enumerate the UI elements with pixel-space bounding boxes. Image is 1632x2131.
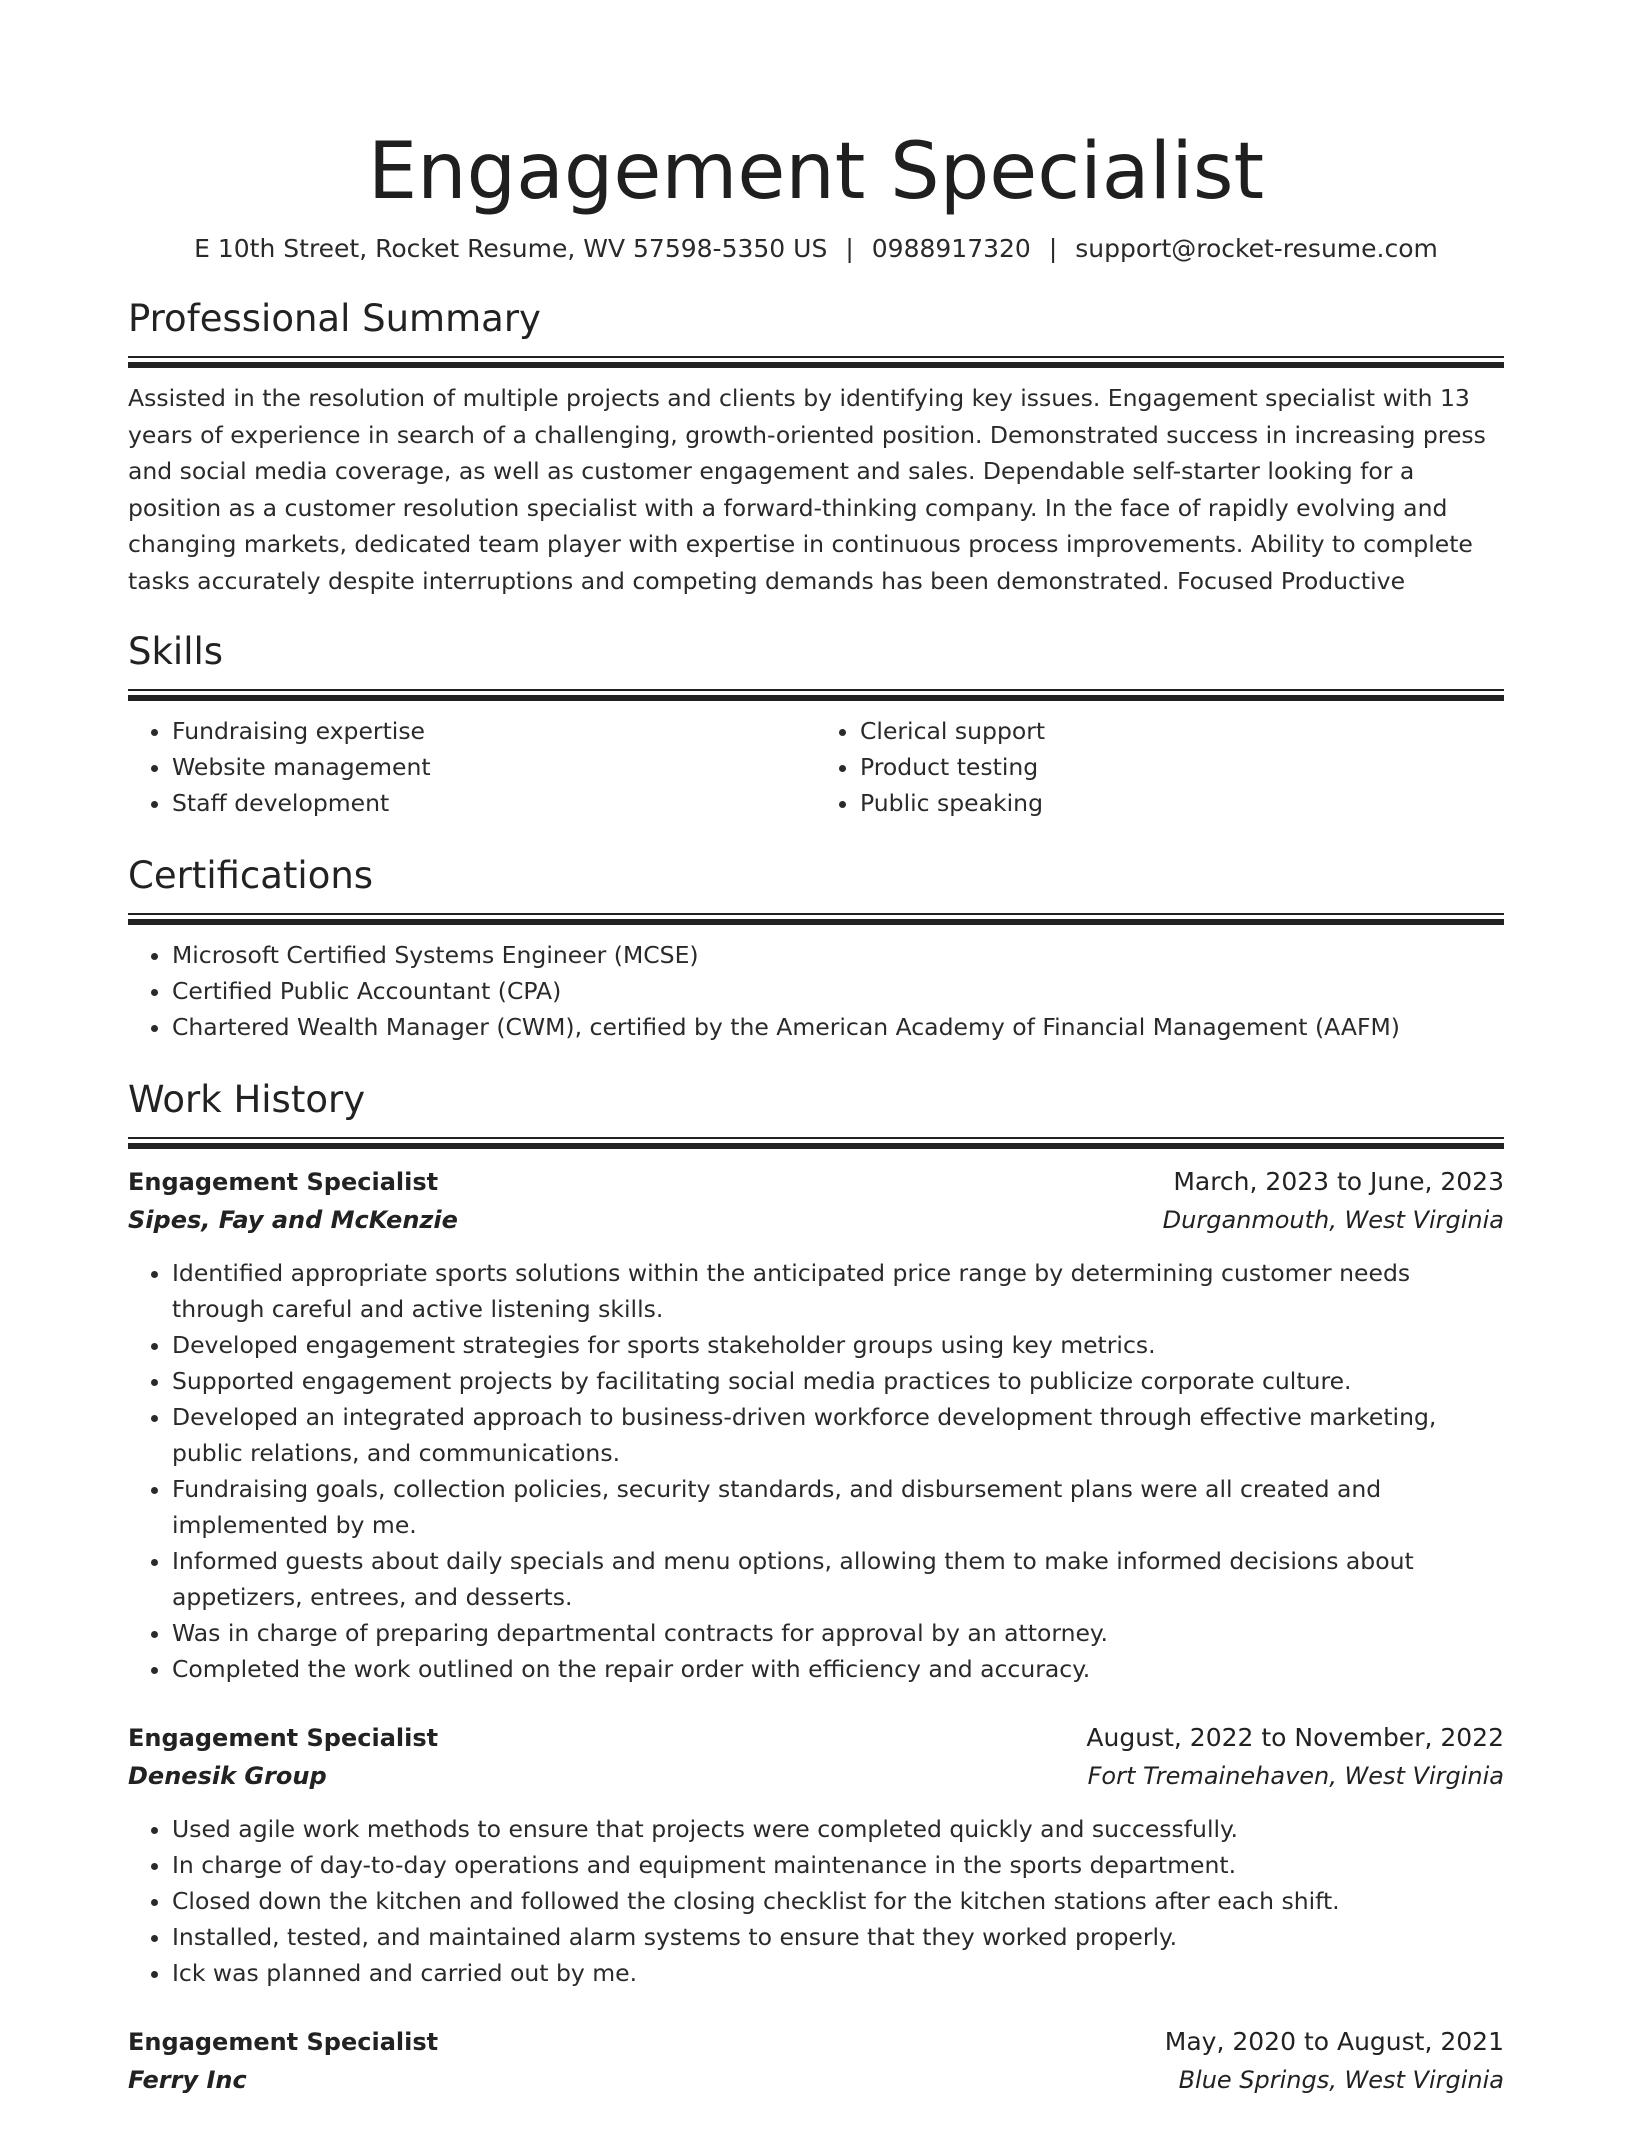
job-bullet: • In charge of day-to-day operations and equipment maintenance in the sports department. (172, 1847, 1504, 1883)
job-bullet: • Ick was planned and carried out by me. (172, 1955, 1504, 1991)
job-bullet: • Identified appropriate sports solutions within the anticipated price range by determining customer needs through careful and active listening skills. (172, 1255, 1504, 1327)
job-company: Sipes, Fay and McKenzie (128, 1206, 458, 1234)
skill-item: • Clerical support (860, 713, 1504, 749)
job-header (128, 1163, 1504, 1201)
contact-address: E 10th Street, Rocket Resume, WV 57598-5350 US (194, 234, 828, 263)
certifications-list (128, 937, 1504, 1045)
job-company: Denesik Group (128, 1762, 327, 1790)
certification-item: • Chartered Wealth Manager (CWM), certified by the American Academy of Financial Management (AAFM) (172, 1009, 1504, 1045)
job-location: Blue Springs, West Virginia (1178, 2066, 1504, 2094)
skill-item: • Public speaking (860, 785, 1504, 821)
section-title-certifications: Certifications (128, 854, 374, 897)
skill-item: • Staff development (172, 785, 816, 821)
skill-item: • Website management (172, 749, 816, 785)
skills-list-right (816, 713, 1504, 821)
certification-item: • Certified Public Accountant (CPA) (172, 973, 1504, 1009)
job-dates: August, 2022 to November, 2022 (1086, 1723, 1504, 1752)
job-bullet: • Installed, tested, and maintained alarm systems to ensure that they worked properly. (172, 1919, 1504, 1955)
job-entry (128, 1163, 1504, 1687)
contact-email: support@rocket-resume.com (1075, 234, 1438, 263)
job-header (128, 2023, 1504, 2061)
job-company: Ferry Inc (128, 2066, 247, 2094)
skills-section (128, 627, 1504, 821)
job-location: Fort Tremainehaven, West Virginia (1087, 1762, 1504, 1790)
skill-item: • Fundraising expertise (172, 713, 816, 749)
job-header (128, 1719, 1504, 1757)
contact-separator: | (845, 234, 854, 263)
resume-page (128, 0, 1504, 2131)
job-title: Engagement Specialist (128, 2028, 439, 2056)
job-subheader (128, 1201, 1504, 1239)
job-bullets (128, 1255, 1504, 1687)
certifications-section (128, 851, 1504, 1045)
contact-line (128, 232, 1504, 266)
resume-name: Engagement Specialist (367, 127, 1265, 217)
job-bullet: • Used agile work methods to ensure that projects were completed quickly and successfully. (172, 1811, 1504, 1847)
section-divider (128, 1137, 1504, 1147)
section-title-skills: Skills (128, 630, 224, 673)
job-title: Engagement Specialist (128, 1168, 439, 1196)
job-bullet: • Fundraising goals, collection policies, security standards, and disbursement plans were all created and implemented by me. (172, 1471, 1504, 1543)
job-dates: March, 2023 to June, 2023 (1173, 1167, 1504, 1196)
job-bullet: • Developed engagement strategies for sports stakeholder groups using key metrics. (172, 1327, 1504, 1363)
section-divider (128, 689, 1504, 699)
job-bullet: • Developed an integrated approach to business-driven workforce development through effective marketing, public relations, and communications. (172, 1399, 1504, 1471)
job-bullet: • Closed down the kitchen and followed the closing checklist for the kitchen stations after each shift. (172, 1883, 1504, 1919)
job-bullet: • Was in charge of preparing departmental contracts for approval by an attorney. (172, 1615, 1504, 1651)
skills-list-left (128, 713, 816, 821)
summary-text: Assisted in the resolution of multiple projects and clients by identifying key issues. Engagement specialist with 13 years of experience in search of a challenging, growth-oriented position. Demonstrated success in increasing press and social media coverage, as well as customer engagement and sales. Dependable self-starter looking for a position as a customer resolution specialist with a forward-thinking company. In the face of rapidly evolving and changing markets, dedicated team player with expertise in continuous process improvements. Ability to complete tasks accurately despite interruptions and competing demands has been demonstrated. Focused Productive (128, 384, 1486, 595)
job-location: Durganmouth, West Virginia (1162, 1206, 1504, 1234)
job-entry (128, 1719, 1504, 1991)
section-divider (128, 356, 1504, 366)
certification-item: • Microsoft Certified Systems Engineer (MCSE) (172, 937, 1504, 973)
job-subheader (128, 1757, 1504, 1795)
job-bullet: • Completed the work outlined on the repair order with efficiency and accuracy. (172, 1651, 1504, 1687)
job-entry (128, 2023, 1504, 2099)
skill-item: • Product testing (860, 749, 1504, 785)
contact-separator: | (1048, 234, 1058, 263)
section-title-work-history: Work History (128, 1078, 366, 1121)
job-dates: May, 2020 to August, 2021 (1164, 2027, 1504, 2056)
job-bullet: • Supported engagement projects by facilitating social media practices to publicize corporate culture. (172, 1363, 1504, 1399)
job-bullets (128, 1811, 1504, 1991)
job-subheader (128, 2061, 1504, 2099)
skills-columns (128, 713, 1504, 821)
section-title-summary: Professional Summary (128, 297, 541, 340)
section-divider (128, 913, 1504, 923)
job-title: Engagement Specialist (128, 1724, 439, 1752)
contact-phone: 0988917320 (871, 234, 1031, 263)
work-history-section (128, 1075, 1504, 2099)
summary-section (128, 294, 1504, 599)
job-bullet: • Informed guests about daily specials and menu options, allowing them to make informed decisions about appetizers, entrees, and desserts. (172, 1543, 1504, 1615)
